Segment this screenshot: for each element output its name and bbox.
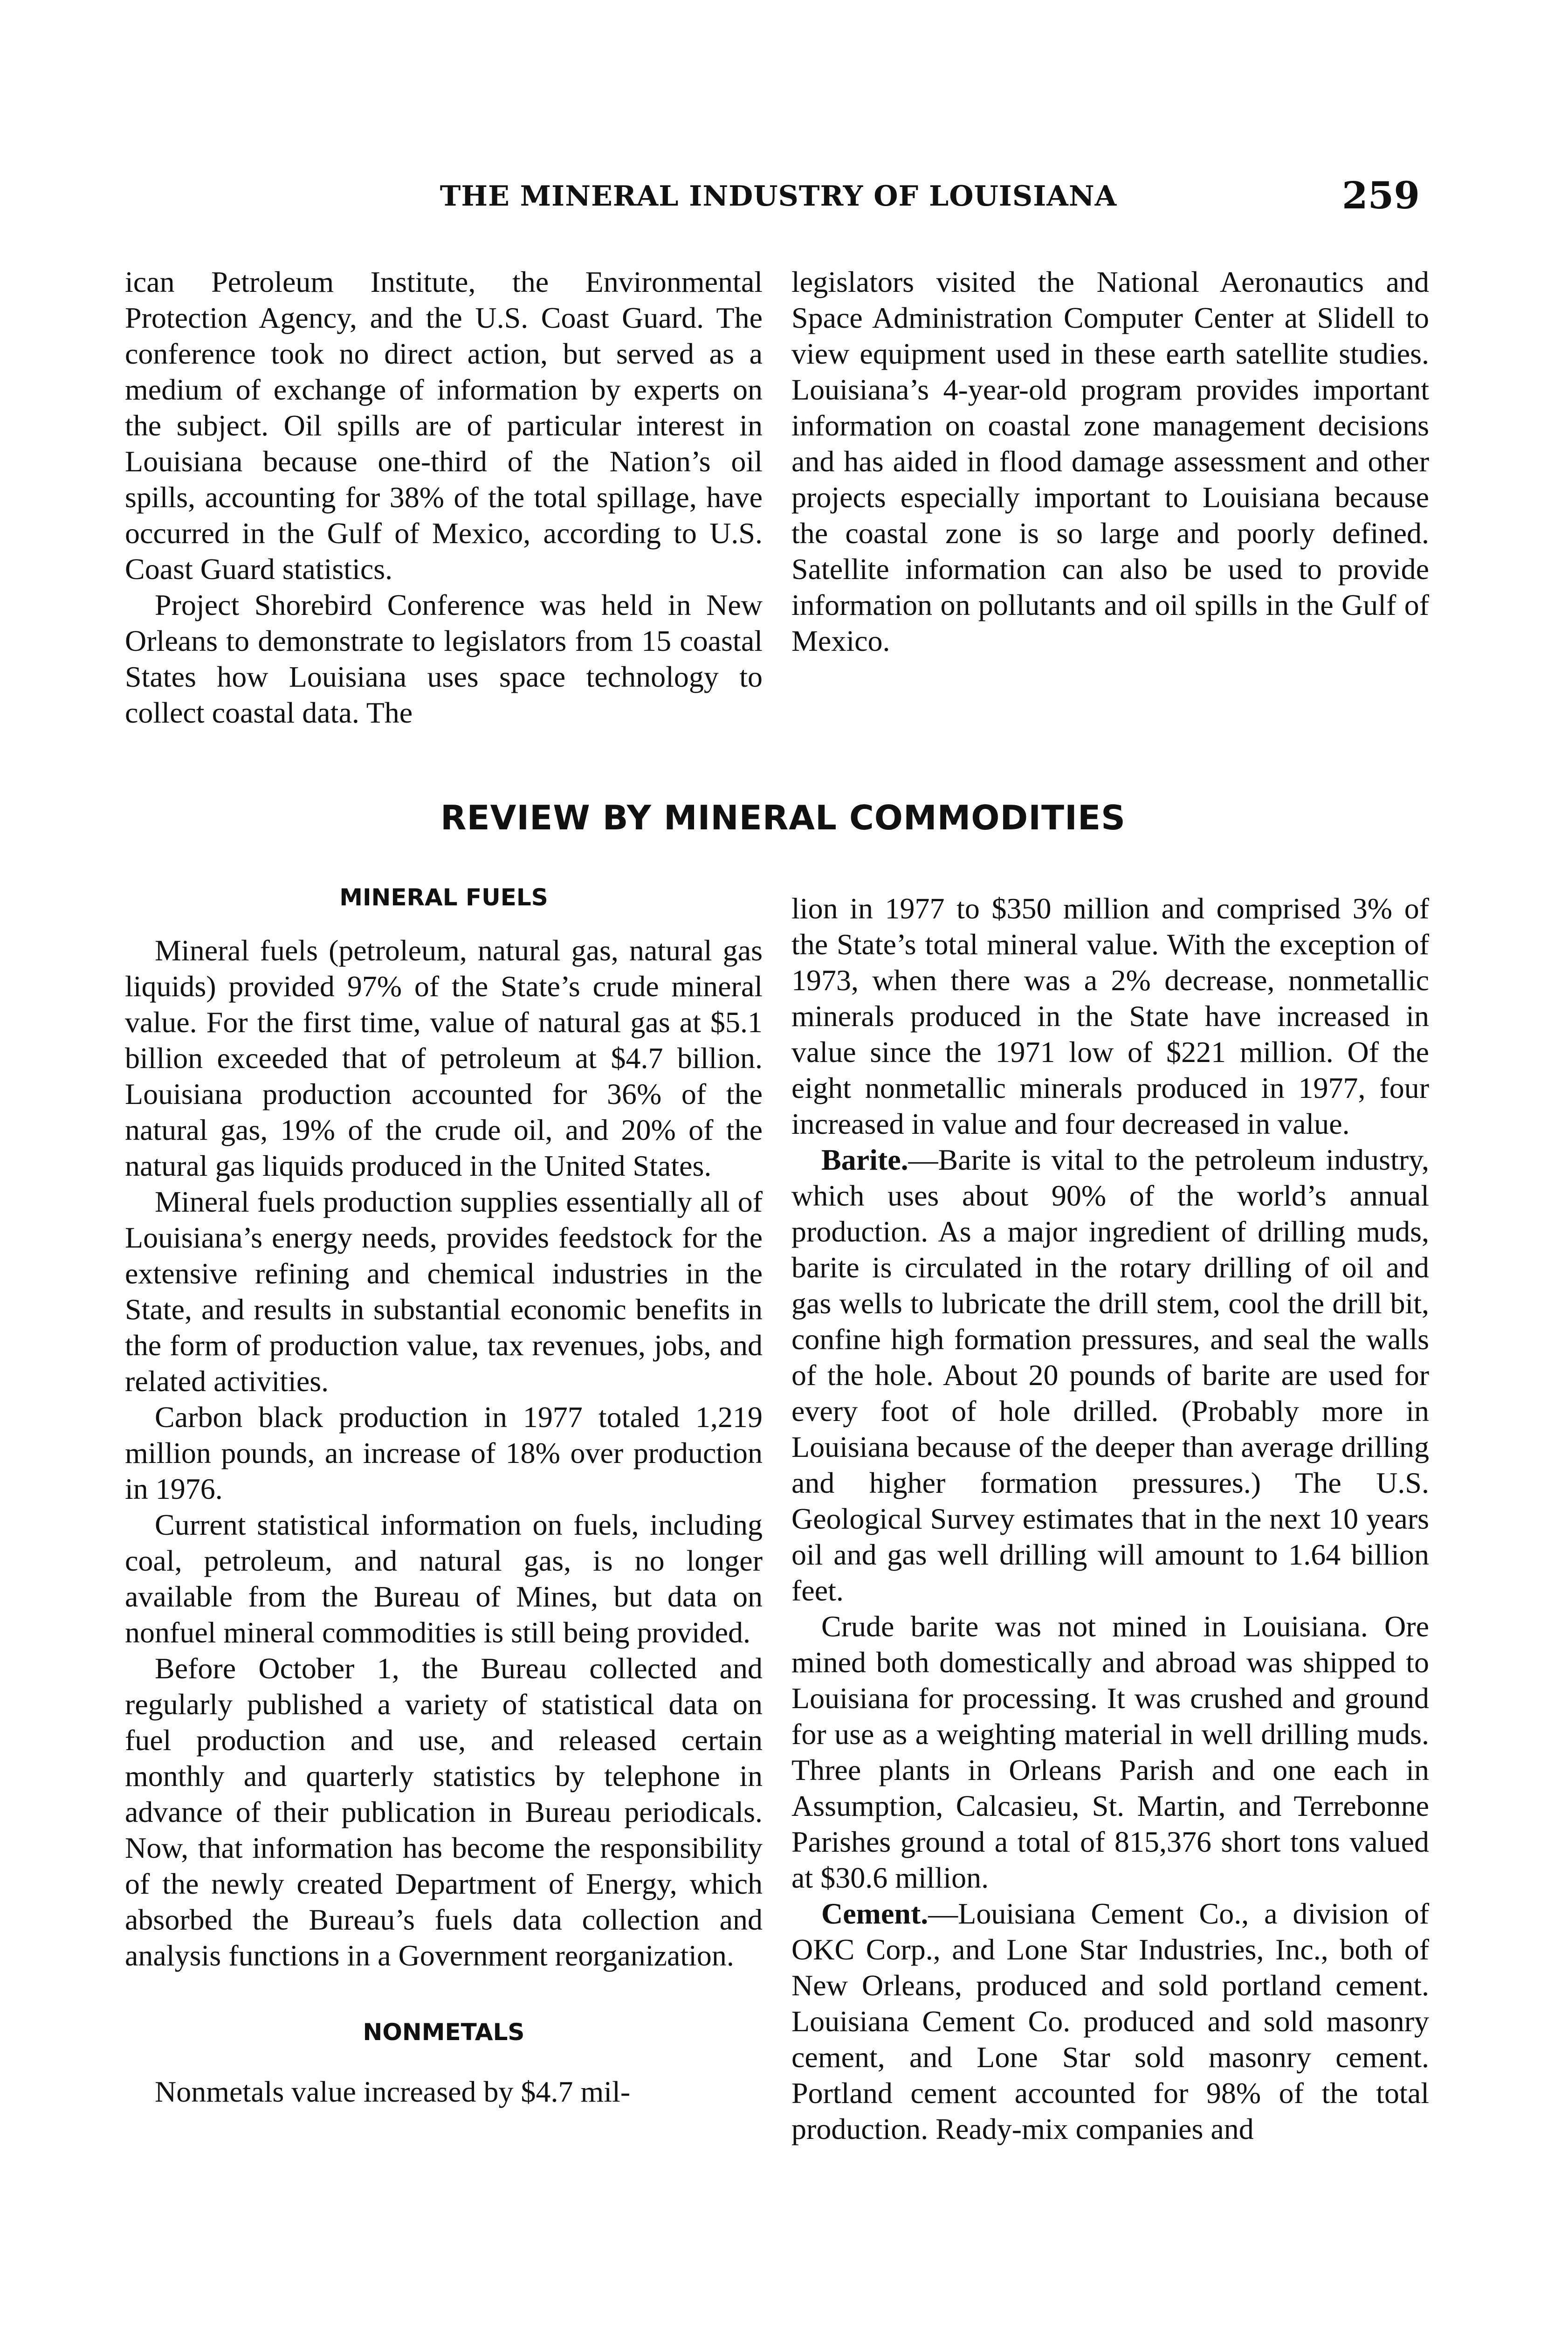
- bottom-left-column: [125, 932, 763, 2331]
- paragraph-carbon-black: Carbon black production in 1977 totaled 1,219 million pounds, an increase of 18% over production in 1976.: [125, 1400, 763, 1505]
- barite-text: —Barite is vital to the petroleum industry, which uses about 90% of the world’s annual production. As a major ingredient of drilling muds, barite is circulated in the rotary drilling of oil and gas wells to lubricate the drill stem, cool the drill bit, confine high formation pressures, and seal the walls of the hole. About 20 pounds of barite are used for every foot of hole drilled. (Probably more in Louisiana because of the deeper than average drilling and higher formation pressures.) The U.S. Geological Survey estimates that in the next 10 years oil and gas well drilling will amount to 1.64 billion feet.: [791, 1143, 1429, 1607]
- nonmetals-heading: NONMETALS: [363, 2019, 525, 2046]
- section-heading: REVIEW BY MINERAL COMMODITIES: [440, 798, 1126, 837]
- paragraph-oil-spills: ican Petroleum Institute, the Environmental Protection Agency, and the U.S. Coast Guard. The conference took no direct action, but served as a medium of exchange of information by experts on the subject. Oil spills are of particular interest in Louisiana because one-third of the Nation’s oil spills, accounting for 38% of the total spillage, have occurred in the Gulf of Mexico, according to U.S. Coast Guard statistics.: [125, 265, 763, 586]
- page-number: 259: [1342, 173, 1420, 217]
- cement-run-in: Cement.: [821, 1897, 928, 1930]
- mineral-fuels-heading: MINERAL FUELS: [339, 884, 548, 911]
- paragraph-cement: [791, 1896, 1429, 2147]
- running-header: THE MINERAL INDUSTRY OF LOUISIANA: [440, 180, 1117, 213]
- paragraph-fuels-energy: Mineral fuels production supplies essentially all of Louisiana’s energy needs, provides feedstock for the extensive refining and chemical industries in the State, and results in substantial economic benefits in the form of production value, tax revenues, jobs, and related activities.: [125, 1185, 763, 1398]
- cement-text: —Louisiana Cement Co., a division of OKC Corp., and Lone Star Industries, Inc., both of New Orleans, produced and sold portland cement. Louisiana Cement Co. produced and sold masonry cement, and Lone Star sold masonry cement. Portland cement accounted for 98% of the total production. Ready-mix companies and: [791, 1897, 1429, 2145]
- barite-run-in: Barite.: [821, 1143, 908, 1176]
- paragraph-statistics: Current statistical information on fuels, including coal, petroleum, and natural gas, is no longer available from the Bureau of Mines, but data on nonfuel mineral commodities is still being provided.: [125, 1508, 763, 1649]
- paragraph-bureau: Before October 1, the Bureau collected and regularly published a variety of statistical data on fuel production and use, and released certain monthly and quarterly statistics by telephone in advance of their publication in Bureau periodicals. Now, that information has become the responsibility of the newly created Department of Energy, which absorbed the Bureau’s fuels data collection and analysis functions in a Government reorganization.: [125, 1652, 763, 1972]
- paragraph-satellite: legislators visited the National Aeronautics and Space Administration Computer Center at Slidell to view equipment used in these earth satellite studies. Louisiana’s 4-year-old program provides important information on coastal zone management decisions and has aided in flood damage assessment and other projects especially important to Louisiana because the coastal zone is so large and poorly defined. Satellite information can also be used to provide information on pollutants and oil spills in the Gulf of Mexico.: [791, 265, 1429, 657]
- paragraph-shorebird: Project Shorebird Conference was held in New Orleans to demonstrate to legislators from 15 coastal States how Louisiana uses space technology to collect coastal data. The: [125, 588, 763, 729]
- bottom-right-column: [791, 890, 1429, 2331]
- top-right-column: [791, 264, 1429, 772]
- paragraph-nonmetals-cont: lion in 1977 to $350 million and comprised 3% of the State’s total mineral value. With the exception of 1973, when there was a 2% decrease, nonmetallic minerals produced in the State have increased in value since the 1971 low of $221 million. Of the eight nonmetallic minerals produced in 1977, four increased in value and four decreased in value.: [791, 892, 1429, 1140]
- paragraph-nonmetals-start: Nonmetals value increased by $4.7 mil-: [155, 2075, 631, 2108]
- paragraph-barite: [791, 1142, 1429, 1608]
- top-left-column: [125, 264, 763, 772]
- paragraph-crude-barite: Crude barite was not mined in Louisiana. Ore mined both domestically and abroad was shipped to Louisiana for processing. It was crushed and ground for use as a weighting material in well drilling muds. Three plants in Orleans Parish and one each in Assumption, Calcasieu, St. Martin, and Terrebonne Parishes ground a total of 815,376 short tons valued at $30.6 million.: [791, 1610, 1429, 1894]
- paragraph-fuels-value: Mineral fuels (petroleum, natural gas, natural gas liquids) provided 97% of the State’s crude mineral value. For the first time, value of natural gas at $5.1 billion exceeded that of petroleum at $4.7 billion. Louisiana production accounted for 36% of the natural gas, 19% of the crude oil, and 20% of the natural gas liquids produced in the United States.: [125, 934, 763, 1182]
